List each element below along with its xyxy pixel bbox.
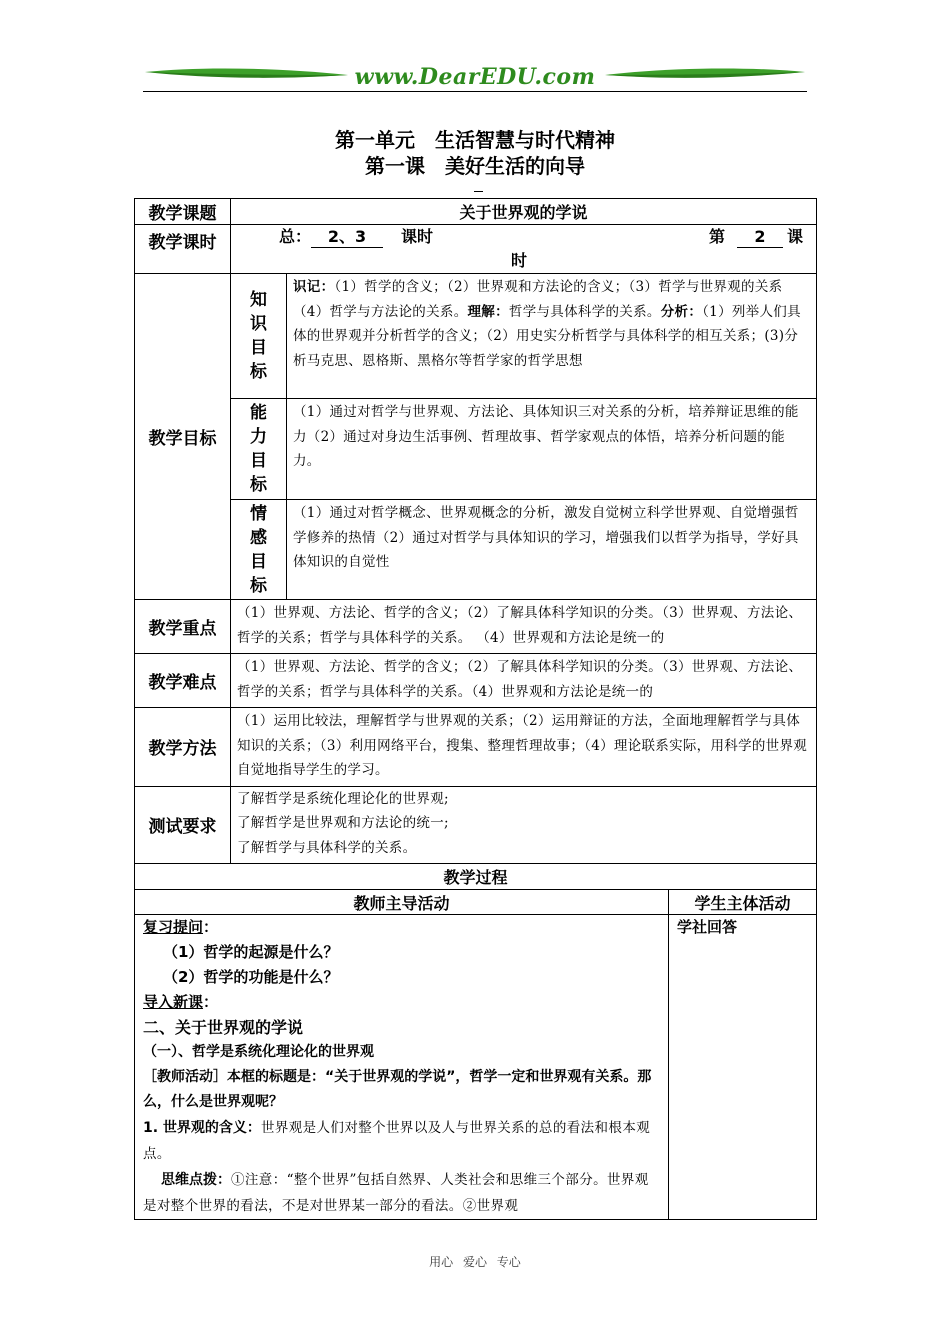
row-emotion [135, 500, 817, 600]
site-logo[interactable]: www.DearEDU.com [354, 64, 596, 90]
hours-total: 2、3 [311, 227, 383, 248]
method-text: （1）运用比较法，理解哲学与世界观的关系；（2）运用辩证的方法，全面地理解哲学与具体知识的关系；（3）利用网络平台，搜集、整理哲理故事；（4）理论联系实际，用科学的世界观自觉地指导学生的学习。 [231, 708, 817, 787]
page-footer: 用心 爱心 专心 [429, 1255, 521, 1269]
subsection-heading: （一）、哲学是系统化理论化的世界观 [143, 1044, 374, 1060]
hours-current: 2 [737, 227, 783, 248]
row-topic [135, 199, 817, 225]
lesson-plan-table [134, 198, 817, 1220]
ability-label: 能 力 目 标 [231, 399, 287, 500]
test-line: 了解哲学与具体科学的关系。 [237, 839, 417, 856]
key-text: （1）世界观、方法论、哲学的含义；（2）了解具体科学知识的分类。（3）世界观、方法论、哲学的关系；哲学与具体科学的关系。 （4）世界观和方法论是统一的 [231, 600, 817, 654]
hours-label: 教学课时 [135, 225, 231, 274]
topic-label: 教学课题 [135, 199, 231, 225]
teacher-activity-content [135, 915, 669, 1220]
thinking-tip: 思维点拨：①注意：“整个世界”包括自然界、人类社会和思维三个部分。世界观是对整个世界的看法，不是对世界某一部分的看法。②世界观 [143, 1172, 649, 1214]
row-knowledge [135, 274, 817, 399]
student-activity-header: 学生主体活动 [669, 890, 817, 915]
section-heading: 二、关于世界观的学说 [143, 1018, 304, 1037]
hours-value [231, 225, 817, 274]
hours-current-prefix: 第 [709, 227, 726, 246]
goals-label: 教学目标 [135, 274, 231, 600]
row-test [135, 786, 817, 864]
emotion-label: 情 感 目 标 [231, 500, 287, 600]
test-label: 测试要求 [135, 786, 231, 864]
topic-value: 关于世界观的学说 [231, 199, 817, 225]
row-difficult [135, 654, 817, 708]
test-text [231, 786, 817, 864]
review-question: （1）哲学的起源是什么？ [163, 943, 339, 961]
review-heading: 复习提问： [143, 918, 219, 936]
row-process-content [135, 915, 817, 1220]
test-line: 了解哲学是系统化理论化的世界观; [237, 790, 449, 807]
test-line: 了解哲学是世界观和方法论的统一; [237, 815, 449, 831]
process-label: 教学过程 [135, 864, 817, 890]
row-process-header [135, 864, 817, 890]
hours-current-suffix: 课 [787, 227, 804, 246]
row-method [135, 708, 817, 787]
knowledge-text: 识记：（1）哲学的含义；（2）世界观和方法论的含义；（3）哲学与世界观的关系（4）哲学与方法论的关系。理解：哲学与具体科学的关系。分析：（1）列举人们具体的世界观并分析哲学的含义；（2）用史实分析哲学与具体科学的相互关系；(3)分析马克思、恩格斯、黑格尔等哲学家的哲学思想 [287, 274, 817, 399]
intro-heading: 导入新课： [143, 993, 219, 1011]
divider [474, 191, 483, 192]
row-ability [135, 399, 817, 500]
row-activity-headers [135, 890, 817, 915]
emotion-text: （1）通过对哲学概念、世界观概念的分析，激发自觉树立科学世界观、自觉增强哲学修养的热情（2）通过对哲学与具体知识的学习，增强我们以哲学为指导，学好具体知识的自觉性 [287, 500, 817, 600]
teacher-activity-header: 教师主导活动 [135, 890, 669, 915]
row-hours [135, 225, 817, 274]
hours-current-tail: 时 [511, 251, 528, 270]
hours-total-prefix: 总： [279, 227, 312, 246]
header-rule [143, 91, 807, 92]
difficult-text: （1）世界观、方法论、哲学的含义；（2）了解具体科学知识的分类。（3）世界观、方法论、哲学的关系；哲学与具体科学的关系。（4）世界观和方法论是统一的 [231, 654, 817, 708]
method-label: 教学方法 [135, 708, 231, 787]
student-activity-content: 学社回答 [669, 915, 817, 1220]
row-key [135, 600, 817, 654]
unit-title: 第一单元 生活智慧与时代精神 [335, 128, 615, 152]
hours-total-suffix: 课时 [401, 227, 434, 246]
lesson-title: 第一课 美好生活的向导 [365, 154, 585, 178]
knowledge-label: 知 识 目 标 [231, 274, 287, 399]
site-header [143, 62, 807, 94]
definition: 1. 世界观的含义：世界观是人们对整个世界以及人与世界关系的总的看法和根本观点。 [143, 1120, 651, 1162]
teacher-activity-note: ［教师活动］本框的标题是：“关于世界观的学说”，哲学一定和世界观有关系。那么，什么是世界观呢？ [143, 1069, 652, 1110]
difficult-label: 教学难点 [135, 654, 231, 708]
review-question: （2）哲学的功能是什么？ [163, 968, 339, 986]
ability-text: （1）通过对哲学与世界观、方法论、具体知识三对关系的分析，培养辩证思维的能力（2）通过对身边生活事例、哲理故事、哲学家观点的体悟，培养分析问题的能力。 [287, 399, 817, 500]
key-label: 教学重点 [135, 600, 231, 654]
